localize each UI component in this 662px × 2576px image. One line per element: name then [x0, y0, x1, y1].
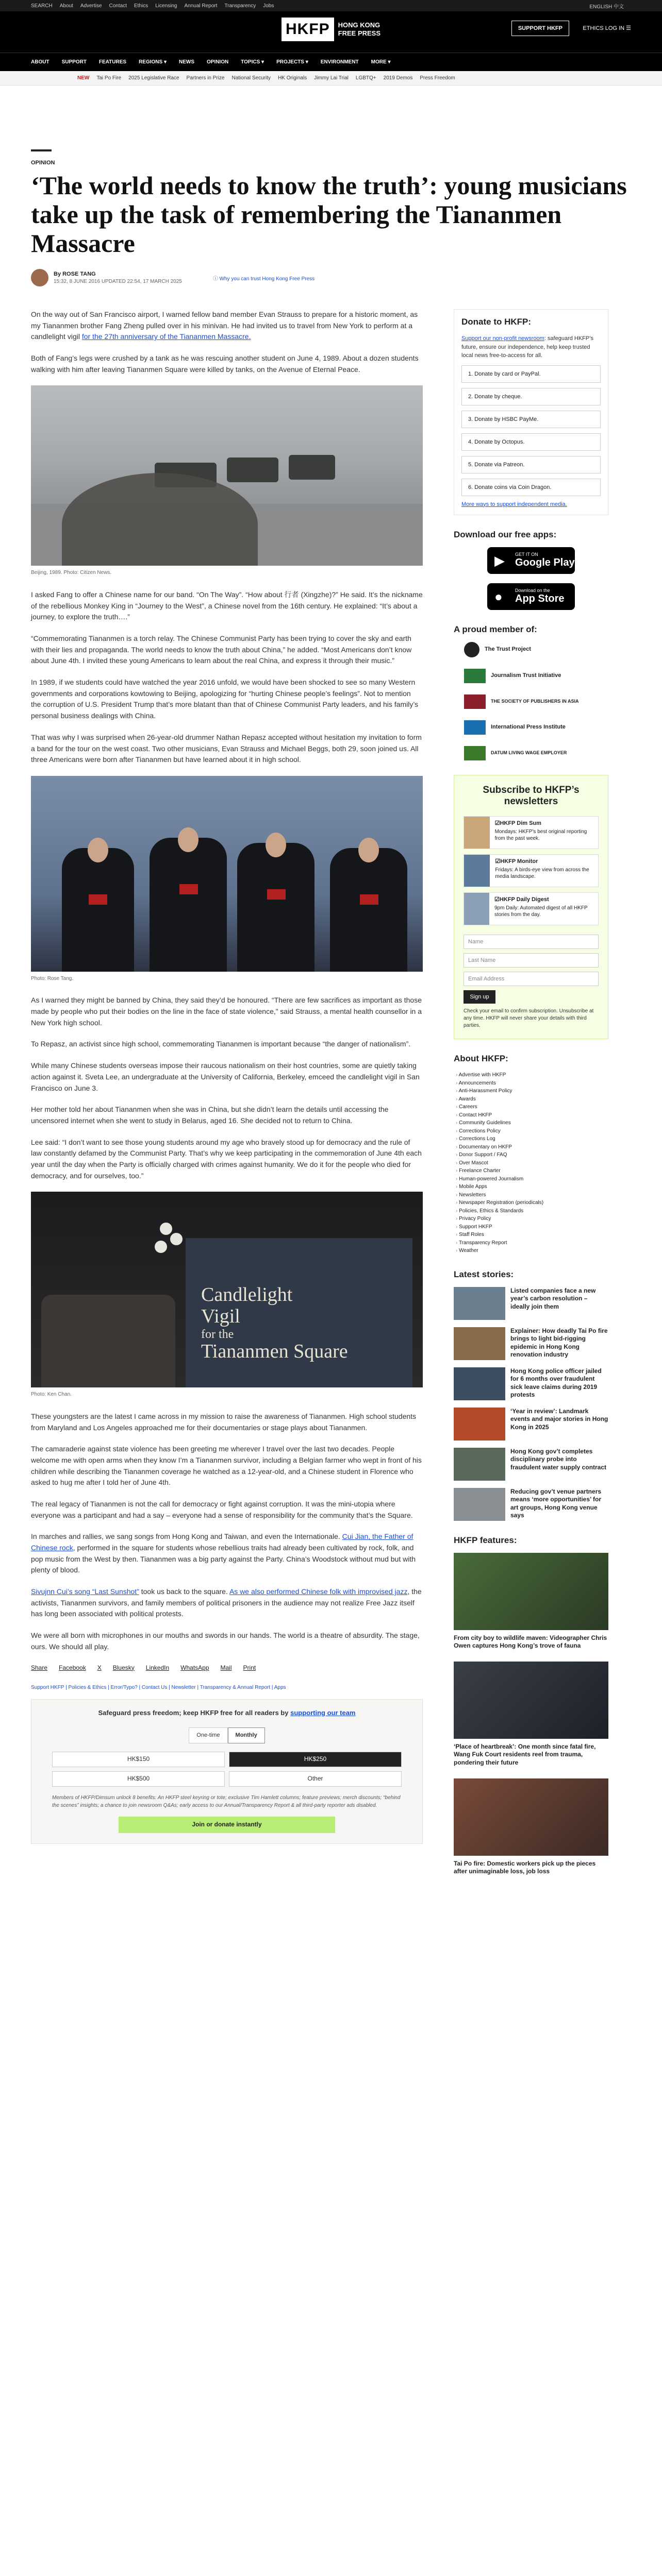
- paragraph-text: , performed in the square for students whose rebellious traits had already been cultivated by rock, folk, and pop music from the West by then. Tiananmen was a big party against the Party. China’s Woodstock without mud but with plenty of blood.: [31, 1544, 416, 1574]
- newsletter-panel: [454, 775, 608, 1040]
- play-icon: ▶: [494, 552, 505, 568]
- paragraph: [31, 1586, 423, 1620]
- about-link[interactable]: › Mobile Apps: [456, 1183, 608, 1191]
- paragraph: We were all born with microphones in our mouths and swords in our hands. The world is a theatre of absurdity. The stage, ours. We should all play.: [31, 1631, 420, 1651]
- share-whatsapp[interactable]: WhatsApp: [180, 1664, 209, 1671]
- logo-line1: HONG KONG: [338, 21, 380, 29]
- paragraph: As I warned they might be banned by China, they said they’d be honoured. “There are few sacrifices as important as those made by people who put their bodies on the line in the face of state violence,” said Strauss, a mental health counsellor in a New York high school.: [31, 996, 422, 1027]
- jobs-link[interactable]: Jobs: [263, 3, 274, 9]
- utility-bar: [0, 0, 662, 11]
- vigil-link[interactable]: for the 27th anniversary of the Tiananmen Massacre.: [81, 332, 251, 341]
- sidebar-heading: HKFP features:: [454, 1535, 517, 1545]
- spacer: [464, 930, 599, 935]
- paragraph: To Repasz, an activist since high school, commemorating Tiananmen is important because “the danger of nationalism”.: [31, 1040, 411, 1048]
- story-title: ‘Year in review’: Landmark events and major stories in Hong Kong in 2025: [510, 1407, 608, 1431]
- amount-option[interactable]: HK$150: [52, 1752, 225, 1767]
- about-link[interactable]: › Transparency Report: [456, 1239, 608, 1247]
- donate-method[interactable]: 6. Donate coins via Coin Dragon.: [461, 479, 601, 496]
- paragraph: Her mother told her about Tiananmen when she was in China, but she didn’t learn the details until accessing the uncensored internet when she went to study in Belarus, aged 16. She decided not to return to China.: [31, 1105, 389, 1125]
- sidebar-heading: Latest stories:: [454, 1269, 514, 1279]
- paragraph: “Commemorating Tiananmen is a torch relay. The Chinese Communist Party has been trying to cover the sky and earth with their lies and propaganda. The world needs to know the truth about China,” he added. “Most Americans don’t know about June 4th. I invited these young Americans to learn about the real China, and express it through their music.”: [31, 634, 412, 665]
- paragraph-text: On the way out of San Francisco airport, I warned fellow band member Evan Strauss to prepare for a historic moment, as my Tiananmen brother Fang Zheng pulled over in his minivan. He had invited us to travel from New York to perform at a candlelight vigil: [31, 310, 418, 341]
- about-link[interactable]: › Documentary on HKFP: [456, 1143, 608, 1151]
- feature-story[interactable]: [454, 1778, 608, 1876]
- site-header: [0, 11, 662, 71]
- apple-icon: ●: [494, 588, 503, 604]
- figure-vigil: [31, 1192, 423, 1399]
- jti-icon: [464, 669, 486, 683]
- trending-item[interactable]: Jimmy Lai Trial: [314, 75, 349, 81]
- app-store-button[interactable]: [487, 583, 575, 610]
- feature-story[interactable]: [454, 1553, 608, 1650]
- paragraph-text: , the activists, Tiananmen survivors, and family members of political prisoners in the audience may not realize Free Jazz itself has long been associated with political protests.: [31, 1587, 422, 1618]
- member-org[interactable]: [454, 694, 608, 709]
- licensing-link[interactable]: Licensing: [155, 3, 177, 9]
- band-member-head: [178, 827, 198, 852]
- tank-shape: [289, 455, 335, 480]
- last-name-input[interactable]: Last Name: [464, 953, 599, 968]
- member-benefits: Members of HKFP/Dimsum unlock 8 benefits: An HKFP steel keyring or tote; exclusive Tim Hamlett columns; feature previews; merch discounts; “behind the scenes” insights; a chance to join newsroom Q&As; early access to our Annual/Transparency Report & all third-party reporter ads disabled.: [52, 1794, 401, 1808]
- sidebar-heading: Download our free apps:: [454, 529, 557, 539]
- kicker-rule: [31, 149, 52, 151]
- about-links: [454, 1071, 608, 1255]
- freq-one-time[interactable]: One-time: [189, 1727, 227, 1743]
- story-title: Reducing gov’t venue partners means ‘more opportunities’ for art groups, Hong Kong venue says: [510, 1487, 602, 1519]
- ethics-link[interactable]: Ethics: [134, 3, 148, 9]
- nav-support[interactable]: SUPPORT: [61, 59, 87, 65]
- member-org[interactable]: [454, 720, 608, 735]
- advertise-link[interactable]: Advertise: [80, 3, 102, 9]
- newsletter-desc: Mondays: HKFP’s best original reporting from the past week.: [494, 828, 587, 842]
- donate-method[interactable]: 2. Donate by cheque.: [461, 388, 601, 405]
- donate-title: [52, 1708, 402, 1718]
- vigil-text-line: Vigil: [201, 1306, 240, 1328]
- band-photo[interactable]: [31, 776, 423, 972]
- paragraph: [31, 1531, 423, 1576]
- band-member: [150, 838, 227, 972]
- jazz-link[interactable]: As we also performed Chinese folk with improvised jazz: [229, 1587, 408, 1596]
- nav-news[interactable]: NEWS: [178, 59, 194, 65]
- latest-story[interactable]: [454, 1287, 608, 1320]
- donate-method[interactable]: 4. Donate by Octopus.: [461, 433, 601, 451]
- figure-band: [31, 776, 423, 983]
- story-title: Hong Kong gov’t completes disciplinary probe into fraudulent water supply contract: [510, 1447, 607, 1471]
- shirt-print: [89, 894, 107, 905]
- band-member-head: [358, 838, 379, 862]
- donate-panel: [454, 309, 608, 515]
- amount-grid: [52, 1752, 402, 1787]
- article-body: [31, 309, 423, 1844]
- latest-story[interactable]: [454, 1448, 608, 1481]
- main-nav: [0, 53, 662, 71]
- trending-item[interactable]: National Security: [231, 75, 271, 81]
- story-title: Listed companies face a new year’s carbon resolution – ideally join them: [510, 1286, 596, 1310]
- trending-item[interactable]: 2019 Demos: [383, 75, 413, 81]
- about-link[interactable]: › Over Mascot: [456, 1159, 608, 1167]
- share-label[interactable]: Share: [31, 1664, 48, 1671]
- donate-text: [461, 334, 601, 360]
- song-link[interactable]: Sivujnn Cui’s song “Last Sunshot”: [31, 1587, 139, 1596]
- first-name-input[interactable]: Name: [464, 935, 599, 949]
- flower: [160, 1223, 172, 1235]
- newsletter-checkbox[interactable]: ☑ HKFP Daily Digest: [494, 896, 593, 904]
- donate-title-text: Safeguard press freedom; keep HKFP free for all readers by: [98, 1708, 291, 1717]
- article-kicker[interactable]: OPINION: [31, 160, 55, 166]
- search-link[interactable]: SEARCH: [31, 3, 53, 9]
- latest-story[interactable]: [454, 1408, 608, 1440]
- share-bluesky[interactable]: Bluesky: [112, 1664, 135, 1671]
- donate-text-body: : safeguard HKFP’s future, ensure our independence, help keep trusted local news free-to-access for all.: [461, 335, 593, 359]
- nav-projects[interactable]: PROJECTS ▾: [276, 59, 308, 65]
- member-org[interactable]: [454, 669, 608, 683]
- store-big: App Store: [515, 593, 565, 604]
- transparency-link[interactable]: Transparency: [224, 3, 256, 9]
- feature-image: [454, 1553, 608, 1630]
- annual-report-link[interactable]: Annual Report: [184, 3, 218, 9]
- about-link[interactable]: › Freelance Charter: [456, 1167, 608, 1175]
- support-links[interactable]: Support HKFP | Policies & Ethics | Error/Typo? | Contact Us | Newsletter | Transparency & Annual Report | Apps: [31, 1685, 286, 1691]
- about-link[interactable]: › Advertise with HKFP: [456, 1071, 608, 1079]
- member-name: International Press Institute: [491, 723, 566, 730]
- story-thumb: [454, 1367, 505, 1400]
- photo-caption: Photo: Ken Chan.: [31, 1392, 72, 1398]
- tank-shape: [227, 457, 278, 482]
- shirt-print: [360, 894, 378, 905]
- story-thumb: [454, 1408, 505, 1440]
- newsletter-fineprint: Check your email to confirm subscription. Unsubscribe at any time. HKFP will never share your details with third parties.: [464, 1008, 594, 1029]
- contact-link[interactable]: Contact: [109, 3, 127, 9]
- share-linkedin[interactable]: LinkedIn: [145, 1664, 170, 1671]
- freq-monthly[interactable]: Monthly: [228, 1727, 265, 1743]
- share-print[interactable]: Print: [243, 1664, 256, 1671]
- share-x[interactable]: X: [97, 1664, 102, 1671]
- trending-item[interactable]: Partners in Prize: [186, 75, 225, 81]
- trust-link[interactable]: ⓘ Why you can trust Hong Kong Free Press: [212, 276, 315, 282]
- about-link[interactable]: › Newspaper Registration (periodicals): [456, 1199, 608, 1207]
- support-team-link[interactable]: supporting our team: [290, 1708, 356, 1717]
- about-link[interactable]: › Donor Support / FAQ: [456, 1151, 608, 1159]
- story-thumb: [454, 1488, 505, 1521]
- about-link[interactable]: › Newsletters: [456, 1191, 608, 1199]
- story-title: Hong Kong police officer jailed for 6 months over fraudulent sick leave claims during 2019 protests: [510, 1367, 602, 1399]
- photo-caption: Photo: Rose Tang.: [31, 975, 74, 981]
- newsletter-title: Subscribe to HKFP’s newsletters: [483, 784, 580, 807]
- byline: [31, 269, 631, 286]
- sidebar-heading: Donate to HKFP:: [461, 317, 532, 327]
- trust-project-icon: [464, 642, 479, 657]
- band-member: [62, 848, 134, 972]
- trending-item[interactable]: 2025 Legislative Race: [128, 75, 179, 81]
- nav-environment[interactable]: ENVIRONMENT: [320, 59, 359, 65]
- header-tools[interactable]: ETHICS LOG IN ☰: [583, 25, 631, 31]
- member-name: The Trust Project: [485, 646, 531, 652]
- about-link[interactable]: › Announcements: [456, 1079, 608, 1088]
- about-link[interactable]: › Corrections Log: [456, 1135, 608, 1143]
- paragraph: These youngsters are the latest I came across in my mission to raise the awareness of Tiananmen. High school students from Maryland and Los Angeles approached me for their documentaries or stage plays about Tiananmen.: [31, 1412, 417, 1432]
- newsletter-desc: 9pm Daily: Automated digest of all HKFP stories from the day.: [494, 905, 588, 918]
- store-small: Download on the: [515, 588, 550, 593]
- newsletter-checkbox[interactable]: ☑ HKFP Dim Sum: [495, 820, 593, 827]
- vigil-text-line: Tiananmen Square: [201, 1341, 348, 1363]
- newsletter-option[interactable]: [464, 892, 599, 925]
- vigil-text-line: for the: [201, 1327, 234, 1341]
- figure-tanks: [31, 385, 423, 577]
- ipi-icon: [464, 720, 486, 735]
- latest-story[interactable]: [454, 1488, 608, 1521]
- amount-option[interactable]: HK$500: [52, 1771, 225, 1787]
- about-link[interactable]: › Weather: [456, 1247, 608, 1255]
- paragraph: While many Chinese students overseas impose their raucous nationalism on their host countries, some are quietly taking action against it. Sveta Lee, an undergraduate at the University of California, Berkeley, emceed the candlelight vigil in San Francisco on June 3.: [31, 1061, 420, 1092]
- about-link[interactable]: About: [59, 3, 73, 9]
- author-avatar[interactable]: [31, 269, 48, 286]
- member-name: DATUM LIVING WAGE EMPLOYER: [491, 750, 567, 756]
- latest-story[interactable]: [454, 1327, 608, 1360]
- feature-story[interactable]: [454, 1662, 608, 1767]
- paragraph: In 1989, if we students could have watched the year 2016 unfold, we would have been shocked to see so many Western governments and corporations kowtowing to Beijing, apologizing for “hurting Chinese people’s feelings”. Not to mention the corruption of U.S. President Trump that’s more blatant than that of Chinese Communist Party leaders, and his family’s personal business dealings with China.: [31, 678, 419, 720]
- share-mail[interactable]: Mail: [220, 1664, 232, 1671]
- about-link[interactable]: › Support HKFP: [456, 1223, 608, 1231]
- nonprofit-link[interactable]: Support our non-profit newsroom: [461, 335, 544, 342]
- paragraph: [31, 309, 423, 343]
- logo-line2: FREE PRESS: [338, 29, 381, 37]
- vigil-banner-text: [201, 1284, 348, 1363]
- tank-photo[interactable]: [31, 385, 423, 566]
- datum-icon: [464, 746, 486, 760]
- support-hkfp-button[interactable]: SUPPORT HKFP: [511, 21, 569, 36]
- feature-title: From city boy to wildlife maven: Videographer Chris Owen captures Hong Kong’s trove of fauna: [454, 1634, 607, 1650]
- drum-kit: [41, 1295, 175, 1387]
- about-link[interactable]: › Community Guidelines: [456, 1119, 608, 1127]
- newsletter-checkbox[interactable]: ☑ HKFP Monitor: [495, 858, 593, 866]
- about-link[interactable]: › Human-powered Journalism: [456, 1175, 608, 1183]
- sopa-icon: [464, 694, 486, 709]
- features-panel: [454, 1535, 608, 1876]
- about-link[interactable]: › Awards: [456, 1095, 608, 1104]
- cui-jian-link[interactable]: Cui Jian, the Father of Chinese rock: [31, 1532, 413, 1552]
- latest-panel: [454, 1269, 608, 1521]
- google-play-button[interactable]: [487, 547, 575, 574]
- trending-bar: [0, 71, 662, 86]
- flower: [170, 1233, 183, 1245]
- share-facebook[interactable]: Facebook: [59, 1664, 86, 1671]
- band-member: [237, 843, 315, 972]
- more-ways-link[interactable]: More ways to support independent media.: [461, 501, 567, 507]
- email-input[interactable]: Email Address: [464, 972, 599, 986]
- signup-button[interactable]: Sign up: [464, 990, 495, 1004]
- feature-image: [454, 1662, 608, 1739]
- vigil-text-line: Candlelight: [201, 1284, 293, 1306]
- join-donate-button[interactable]: Join or donate instantly: [119, 1817, 335, 1833]
- about-link[interactable]: › Privacy Policy: [456, 1215, 608, 1223]
- newsletter-thumb: [464, 817, 490, 849]
- paragraph: That was why I was surprised when 26-year-old drummer Nathan Repasz accepted without hesitation my invitation to form a band for the tour on the west coast. Two other musicians, Evan Strauss and Michael Beggs, both 29, soon joined us. All three Americans were born after Tiananmen but have learned about it in high school.: [31, 733, 422, 764]
- newsletter-option[interactable]: [464, 816, 599, 849]
- about-link[interactable]: › Policies, Ethics & Standards: [456, 1207, 608, 1215]
- story-thumb: [454, 1327, 505, 1360]
- nav-features[interactable]: FEATURES: [98, 59, 127, 65]
- trending-item[interactable]: Tai Po Fire: [96, 75, 122, 81]
- about-link[interactable]: › Staff Roles: [456, 1231, 608, 1239]
- newsletter-desc: Fridays: A birds-eye view from across the media landscape.: [495, 867, 589, 880]
- latest-story[interactable]: [454, 1367, 608, 1400]
- newsletter-thumb: [464, 893, 489, 925]
- band-member: [330, 848, 407, 972]
- paragraph: The camaraderie against state violence has been greeting me wherever I travel over the last two decades. People welcome me with open arms when they know I’m a Tiananmen survivor, including a Belgian farmer who wept in front of his children while describing the Tiananmen coverage he watched as a 12-year-old, and a Chinese student in Florence who asked to hug me after I told her of June 4th.: [31, 1445, 422, 1487]
- photo-caption: Beijing, 1989. Photo: Citizen News.: [31, 570, 112, 576]
- newsletter-thumb: [464, 855, 490, 887]
- frequency-toggle: [52, 1727, 402, 1743]
- member-org[interactable]: [454, 642, 608, 657]
- article-title: ‘The world needs to know the truth’: young musicians take up the task of remembering the Tiananmen Massacre: [31, 171, 627, 258]
- about-link[interactable]: › Contact HKFP: [456, 1111, 608, 1120]
- story-thumb: [454, 1448, 505, 1481]
- donate-method[interactable]: 3. Donate by HSBC PayMe.: [461, 411, 601, 428]
- member-name: Journalism Trust Initiative: [491, 672, 561, 679]
- new-badge: NEW: [77, 75, 90, 81]
- apps-panel: [454, 530, 608, 610]
- paragraph: I asked Fang to offer a Chinese name for our band. “On The Way”. “How about 行者 (Xingzhe)?” He said. It’s the nickname of the rebellious Monkey King in “Journey to the West”, a Chinese novel from the 16th century. He explained: “It’s about a journey, to explore the truth….”: [31, 590, 423, 621]
- band-member-head: [88, 838, 108, 862]
- paragraph: Both of Fang’s legs were crushed by a tank as he was rescuing another student on June 4, 1989. About a dozen students walking with him after leaving Tiananmen Square were killed by tanks, on the Avenue of Eternal Peace.: [31, 354, 419, 374]
- story-thumb: [454, 1287, 505, 1320]
- sidebar-heading: A proud member of:: [454, 624, 537, 634]
- author-name[interactable]: By ROSE TANG: [54, 271, 96, 277]
- trending-item[interactable]: HK Originals: [278, 75, 307, 81]
- about-link[interactable]: › Careers: [456, 1103, 608, 1111]
- nav-topics[interactable]: TOPICS ▾: [241, 59, 264, 65]
- language-switch[interactable]: ENGLISH 中文: [589, 4, 624, 10]
- article-date: 15:32, 8 JUNE 2016 UPDATED 22:54, 17 MARCH 2025: [54, 279, 182, 284]
- paragraph: The real legacy of Tiananmen is not the call for democracy or fight against corruption. It was the mini-utopia where everyone was a participant and had a say – everyone had a sense of responsibility for the community that’s the Square.: [31, 1499, 413, 1519]
- feature-image: [454, 1778, 608, 1856]
- nav-more[interactable]: MORE ▾: [371, 59, 391, 65]
- logo-mark: HKFP: [282, 18, 334, 41]
- newsletter-option[interactable]: [464, 854, 599, 887]
- paragraph: Lee said: “I don’t want to see those young students around my age who bravely stood up for democracy and the rule of law constantly defamed by the Communist Party. That’s why we keep participating in the commemoration of June 4th each year until the day when the Party is officially charged with crimes against humanity. We do it for the people who died for democracy, and for ourselves, too.”: [31, 1138, 422, 1180]
- donate-method[interactable]: 1. Donate by card or PayPal.: [461, 365, 601, 383]
- store-small: GET IT ON: [515, 552, 538, 557]
- band-member-head: [266, 833, 286, 857]
- paragraph-text: In marches and rallies, we sang songs from Hong Kong and Taiwan, and even the Internationale.: [31, 1532, 342, 1541]
- donate-method[interactable]: 5. Donate via Patreon.: [461, 456, 601, 473]
- amount-other[interactable]: Other: [229, 1771, 402, 1787]
- about-link[interactable]: › Anti-Harassment Policy: [456, 1087, 608, 1095]
- article-header: [31, 149, 631, 286]
- feature-title: Tai Po fire: Domestic workers pick up the pieces after unimaginable loss, job loss: [454, 1859, 596, 1875]
- flower: [155, 1241, 167, 1253]
- photo-foreground: [62, 473, 258, 566]
- about-panel: [454, 1054, 608, 1255]
- logo-wordmark: [338, 21, 380, 37]
- feature-title: ‘Place of heartbreak’: One month since fatal fire, Wang Fuk Court residents reel from trauma, pondering their future: [454, 1742, 596, 1766]
- member-name: THE SOCIETY OF PUBLISHERS IN ASIA: [491, 699, 579, 704]
- sidebar: [454, 309, 608, 1887]
- shirt-print: [267, 889, 286, 900]
- paragraph-text: took us back to the square.: [139, 1587, 229, 1596]
- story-title: Explainer: How deadly Tai Po fire brings to light bid-rigging epidemic in Hong Kong renovation industry: [510, 1327, 608, 1359]
- site-logo[interactable]: [282, 18, 380, 41]
- share-bar: [31, 1663, 423, 1673]
- nav-opinion[interactable]: OPINION: [206, 59, 229, 65]
- sidebar-heading: About HKFP:: [454, 1054, 508, 1064]
- vigil-photo[interactable]: [31, 1192, 423, 1387]
- about-link[interactable]: › Corrections Policy: [456, 1127, 608, 1136]
- trending-item[interactable]: Press Freedom: [420, 75, 455, 81]
- shirt-print: [179, 884, 198, 894]
- member-org[interactable]: [454, 746, 608, 760]
- store-big: Google Play: [515, 557, 575, 568]
- trending-item[interactable]: LGBTQ+: [355, 75, 376, 81]
- amount-option-selected[interactable]: HK$250: [229, 1752, 402, 1767]
- nav-regions[interactable]: REGIONS ▾: [139, 59, 167, 65]
- nav-about[interactable]: ABOUT: [31, 59, 49, 65]
- member-panel: [454, 624, 608, 760]
- donate-widget: [31, 1699, 423, 1844]
